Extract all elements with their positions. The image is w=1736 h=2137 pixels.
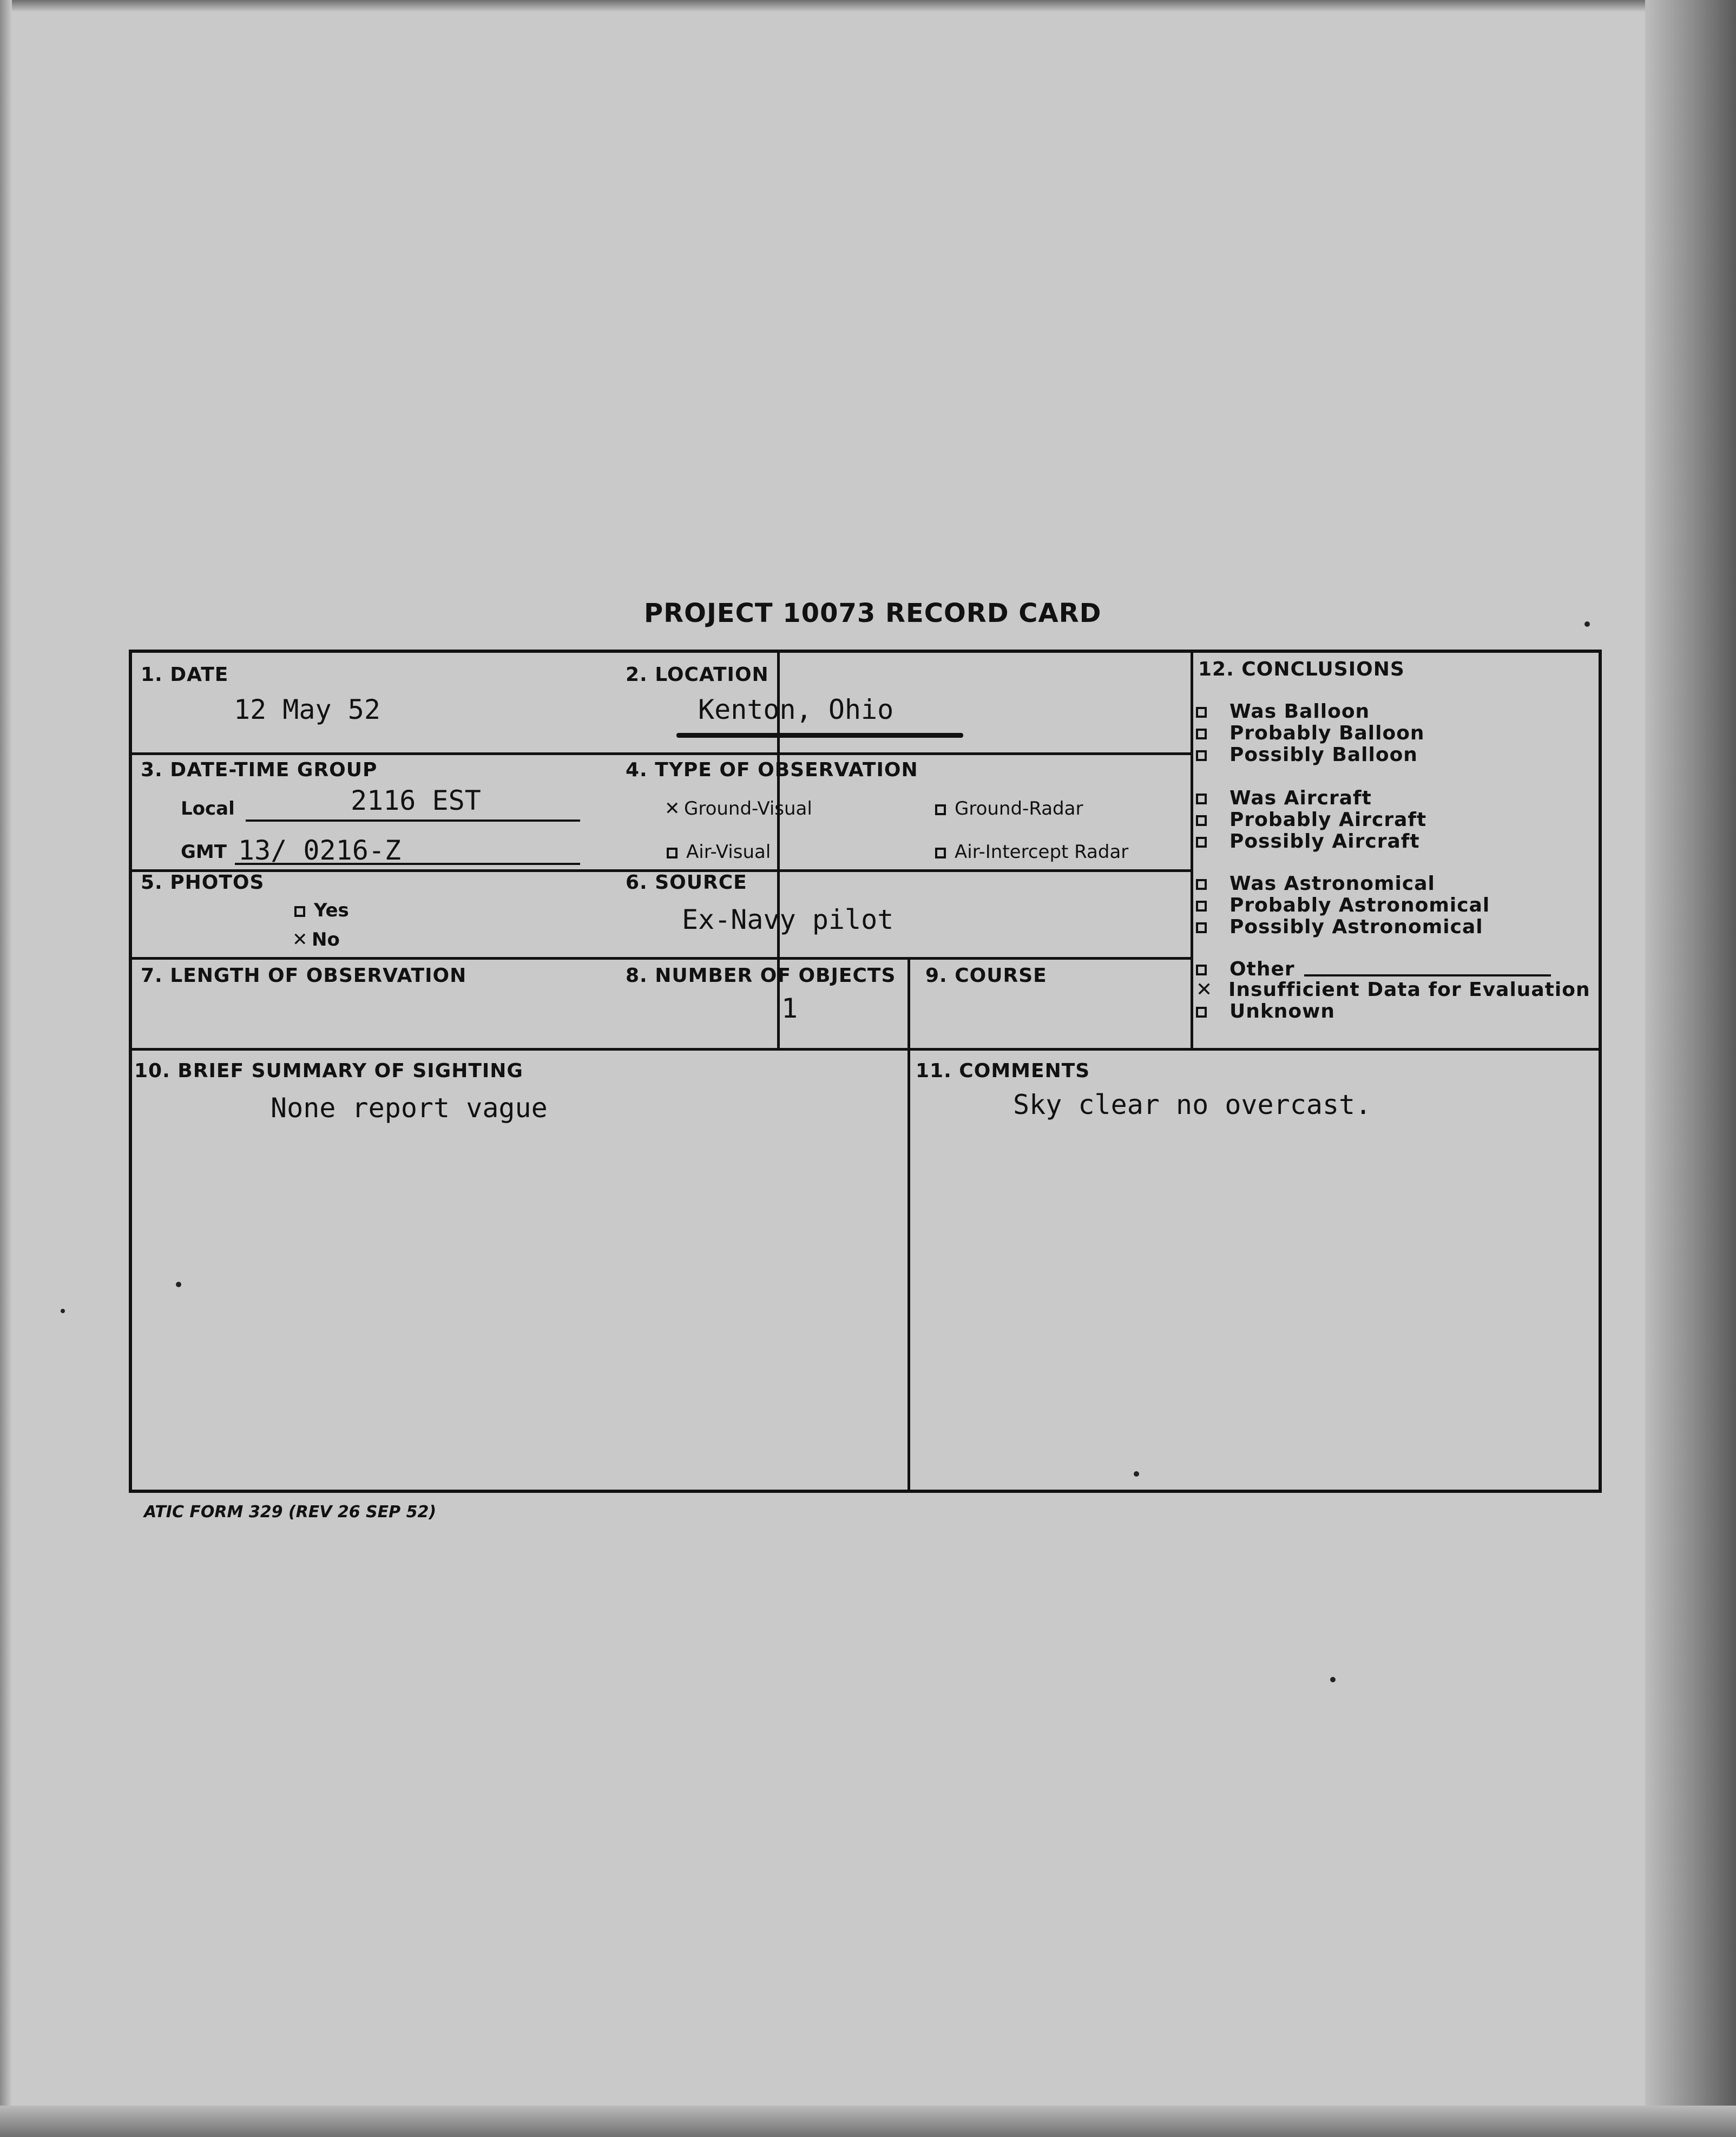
checkbox-icon [935, 848, 946, 858]
date-value: 12 May 52 [234, 694, 380, 725]
summary-value: None report vague [271, 1092, 548, 1124]
option-air-visual[interactable]: Air-Visual [667, 841, 771, 863]
scan-speck [1330, 1677, 1336, 1682]
form-id-footer: ATIC FORM 329 (REV 26 SEP 52) [144, 1503, 437, 1522]
checkbox-icon [1196, 729, 1207, 739]
comments-value: Sky clear no overcast. [1013, 1089, 1372, 1120]
scan-speck [61, 1309, 65, 1313]
number-of-objects-label: 8. NUMBER OF OBJECTS [626, 965, 896, 987]
number-of-objects-value: 1 [781, 993, 798, 1024]
photos-option-yes[interactable]: Yes [294, 900, 349, 921]
location-value: Kenton, Ohio [698, 694, 894, 725]
location-label: 2. LOCATION [626, 664, 769, 686]
conclusion-possibly-aircraft[interactable]: Possibly Aircraft [1196, 830, 1420, 853]
option-ground-visual[interactable]: ✕ Ground-Visual [665, 798, 812, 820]
comments-label: 11. COMMENTS [916, 1060, 1090, 1082]
conclusions-label: 12. CONCLUSIONS [1198, 658, 1405, 680]
conclusion-other[interactable]: Other [1196, 958, 1295, 980]
gmt-value: 13/ 0216-Z [238, 835, 402, 866]
location-underline [676, 733, 963, 738]
checkbox-icon [1196, 815, 1207, 826]
checkbox-icon [1196, 707, 1207, 718]
scan-edge-top [0, 0, 1736, 12]
checkbox-checked-icon: ✕ [1196, 979, 1213, 1001]
scan-edge-left [0, 0, 12, 2137]
checkbox-icon [1196, 794, 1207, 804]
checkbox-icon [1196, 901, 1207, 912]
checkbox-icon [1196, 965, 1207, 975]
course-label: 9. COURSE [925, 965, 1047, 987]
scan-edge-bottom [0, 2106, 1736, 2137]
conclusion-possibly-balloon[interactable]: Possibly Balloon [1196, 744, 1418, 766]
scan-edge-right [1645, 0, 1736, 2137]
other-line [1304, 974, 1551, 976]
source-label: 6. SOURCE [626, 871, 747, 894]
checkbox-icon [1196, 750, 1207, 761]
photos-option-no[interactable]: ✕ No [292, 929, 340, 950]
checkbox-icon [935, 804, 946, 815]
checkbox-icon [1196, 922, 1207, 933]
checkbox-checked-icon: ✕ [665, 798, 680, 820]
checkbox-icon [294, 906, 305, 917]
conclusion-was-astronomical[interactable]: Was Astronomical [1196, 873, 1435, 895]
local-value: 2116 EST [351, 785, 481, 816]
conclusion-probably-astronomical[interactable]: Probably Astronomical [1196, 894, 1490, 916]
length-of-observation-label: 7. LENGTH OF OBSERVATION [141, 965, 467, 987]
conclusion-was-balloon[interactable]: Was Balloon [1196, 700, 1370, 723]
checkbox-icon [1196, 1007, 1207, 1018]
form-title: PROJECT 10073 RECORD CARD [644, 598, 1102, 628]
conclusion-unknown[interactable]: Unknown [1196, 1000, 1335, 1022]
source-value: Ex-Navy pilot [682, 904, 894, 935]
record-card [129, 650, 1602, 1493]
date-time-group-label: 3. DATE-TIME GROUP [141, 759, 378, 781]
checkbox-icon [667, 848, 678, 858]
option-air-intercept-radar[interactable]: Air-Intercept Radar [935, 841, 1128, 863]
type-of-observation-label: 4. TYPE OF OBSERVATION [626, 759, 918, 781]
conclusion-probably-aircraft[interactable]: Probably Aircraft [1196, 809, 1426, 831]
conclusion-possibly-astronomical[interactable]: Possibly Astronomical [1196, 916, 1483, 938]
local-line [246, 820, 580, 822]
photos-label: 5. PHOTOS [141, 871, 265, 894]
checkbox-icon [1196, 837, 1207, 848]
checkbox-icon [1196, 879, 1207, 890]
checkbox-checked-icon: ✕ [292, 929, 308, 950]
conclusion-was-aircraft[interactable]: Was Aircraft [1196, 787, 1372, 809]
option-ground-radar[interactable]: Ground-Radar [935, 798, 1083, 820]
local-label: Local [181, 798, 235, 820]
date-label: 1. DATE [141, 664, 229, 686]
scan-speck [1584, 621, 1590, 627]
gmt-label: GMT [181, 841, 227, 863]
conclusion-insufficient-data[interactable]: ✕ Insufficient Data for Evaluation [1196, 979, 1590, 1001]
summary-label: 10. BRIEF SUMMARY OF SIGHTING [134, 1060, 523, 1082]
conclusion-probably-balloon[interactable]: Probably Balloon [1196, 722, 1425, 744]
